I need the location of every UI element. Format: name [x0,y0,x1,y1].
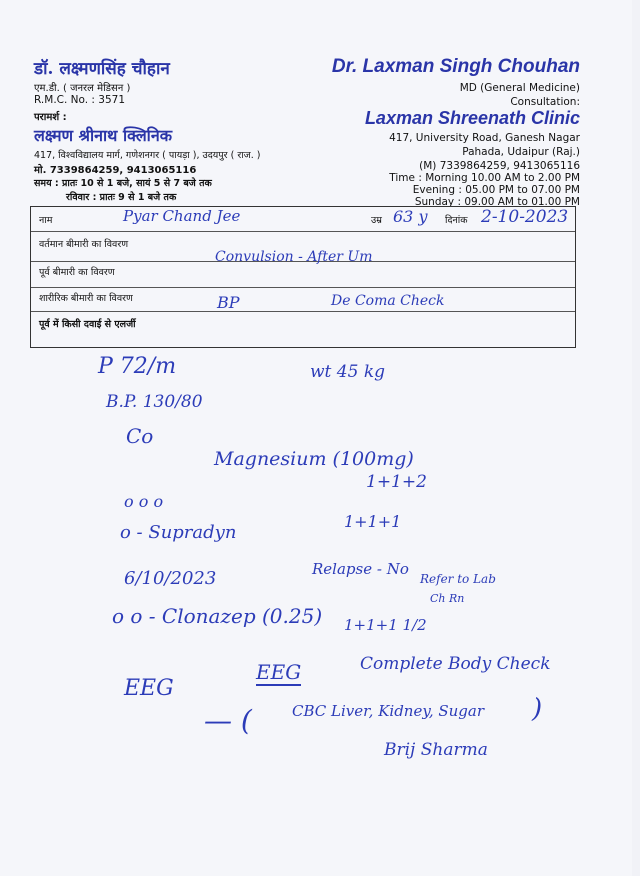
magnesium-note: Magnesium (100mg) [214,448,414,470]
clinic-name-english: Laxman Shreenath Clinic [364,108,580,128]
review-note-3: Ch Rn [430,592,465,605]
mobile-hindi: मो. 7339864259, 9413065116 [34,165,197,176]
closing-paren: ) [532,694,543,724]
eeg-note: EEG [124,676,174,701]
cbc-note: CBC Liver, Kidney, Sugar [292,702,485,720]
address-english-1: 417, University Road, Ganesh Nagar [389,132,580,144]
weight-note: wt 45 kg [310,362,386,382]
divider [31,311,575,312]
review-note: Relapse - No [312,560,409,578]
name-label: नाम [39,215,53,226]
magnesium-dose: 1+1+2 [366,472,427,492]
clinic-name-hindi: लक्ष्मण श्रीनाथ क्लिनिक [34,126,172,145]
clonazep-dose: 1+1+1 1/2 [344,616,427,634]
divider [31,231,575,232]
eeg-underlined-note: EEG [256,660,302,684]
signature: Brij Sharma [384,740,488,760]
time-morning: Time : Morning 10.00 AM to 2.00 PM [389,172,580,184]
degree-english: MD (General Medicine) [459,82,580,94]
rmc-number: R.M.C. No. : 3571 [34,94,126,106]
complete-body-note: Complete Body Check [360,654,551,674]
past-illness-label: पूर्व बीमारी का विवरण [39,267,115,278]
age-label: उम्र [371,215,382,226]
address-english-2: Pahada, Udaipur (Raj.) [462,146,580,158]
time-sunday: Sunday : 09.00 AM to 01.00 PM [414,196,580,208]
followup-date: 6/10/2023 [124,568,217,589]
bracket-note: — ( [204,704,252,737]
bp-note: B.P. 130/80 [106,392,203,412]
doctor-name-english: Dr. Laxman Singh Chouhan [331,56,580,77]
past-illness-value: Convulsion - After Um [215,249,373,265]
physical-illness-label: शारीरिक बीमारी का विवरण [39,293,133,304]
clonazep-note: o o - Clonazep (0.25) [112,604,323,628]
age-value: 63 y [393,207,428,226]
mobile-english: (M) 7339864259, 9413065116 [419,160,580,172]
pulse-note: P 72/m [98,354,177,379]
physical-illness-value: BP [217,293,240,312]
date-label: दिनांक [445,215,468,226]
consult-label-hindi: परामर्श : [34,112,67,123]
name-value: Pyar Chand Jee [123,207,241,225]
current-illness-label: वर्तमान बीमारी का विवरण [39,239,129,250]
divider [31,287,575,288]
patient-details-box [30,206,576,348]
dose-pattern: o o o [124,492,164,511]
supradyn-dose: 1+1+1 [344,512,402,531]
date-value: 2-10-2023 [481,207,569,227]
co-note: Co [126,424,154,448]
degree-hindi: एम.डी. ( जनरल मेडिसन ) [34,83,131,94]
timing-hindi: समय : प्रातः 10 से 1 बजे, सायं 5 से 7 बजे तक [34,178,212,189]
allergy-value: De Coma Check [331,293,445,309]
supradyn-note: o - Supradyn [120,522,237,543]
address-hindi: 417, विश्वविद्यालय मार्ग, गणेशनगर ( पायड़ा ), उदयपुर ( राज. ) [34,150,261,161]
review-note-2: Refer to Lab [420,572,496,586]
consult-label-english: Consultation: [510,96,580,108]
time-evening: Evening : 05.00 PM to 07.00 PM [412,184,580,196]
sunday-hindi: रविवार : प्रातः 9 से 1 बजे तक [66,192,177,203]
doctor-name-hindi: डॉ. लक्ष्मणसिंह चौहान [34,59,170,79]
allergy-label: पूर्व में किसी दवाई से एलर्जी [39,319,136,330]
